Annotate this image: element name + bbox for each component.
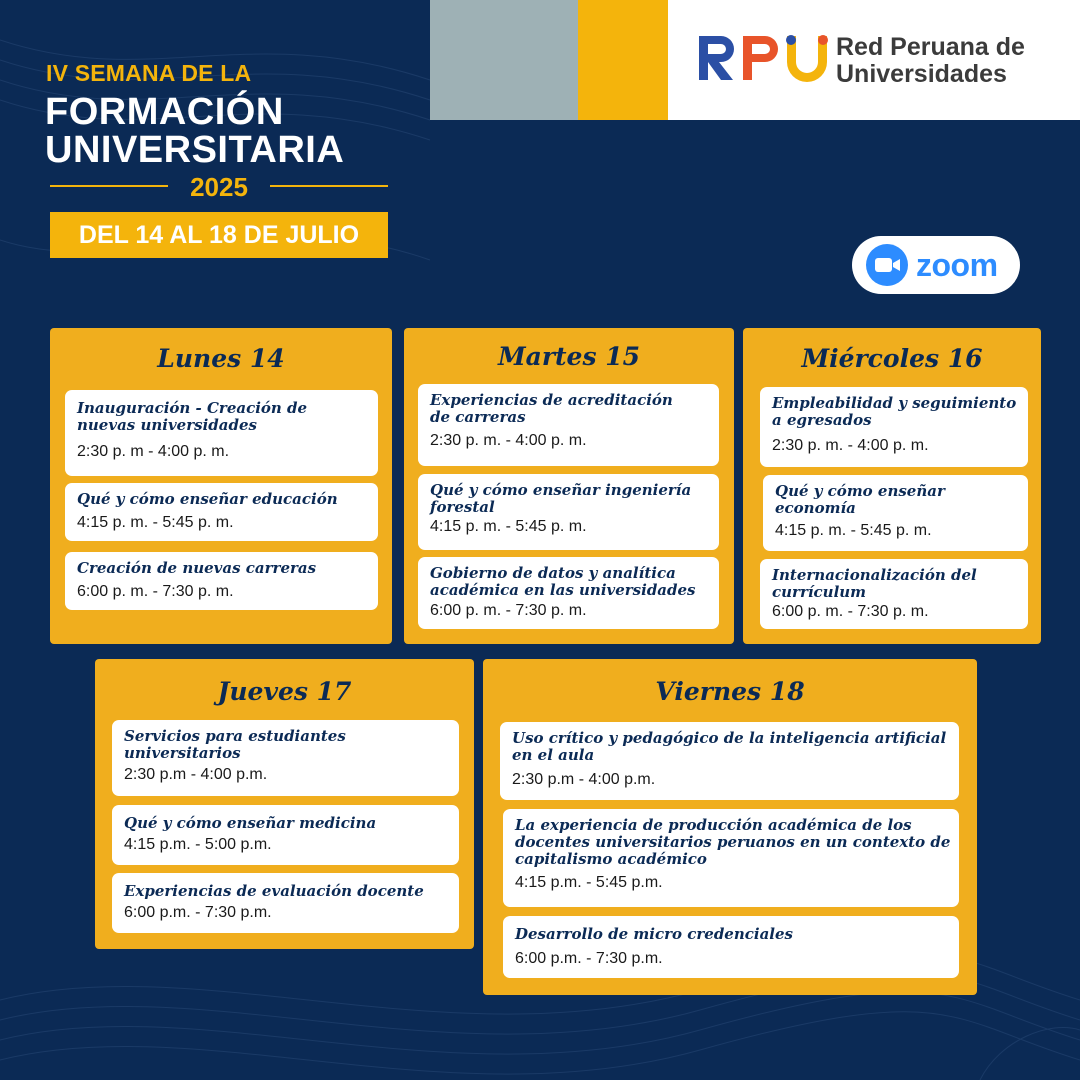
session-card <box>65 390 378 476</box>
session-title <box>512 730 949 764</box>
session-time: 6:00 p. m. - 7:30 p. m. <box>430 602 587 619</box>
day-title: Jueves 17 <box>217 677 352 706</box>
session-card <box>760 559 1028 629</box>
session-time: 6:00 p.m. - 7:30 p.m. <box>124 904 272 921</box>
event-title-line2: UNIVERSITARIA <box>45 129 345 171</box>
session-title-line: Qué y cómo enseñar ingeniería <box>430 481 692 499</box>
rpu-logo <box>695 32 829 84</box>
video-camera-icon <box>866 244 908 286</box>
session-title-line: Experiencias de acreditación <box>430 391 673 409</box>
event-kicker: IV SEMANA DE LA <box>46 60 252 86</box>
session-time: 4:15 p.m. - 5:45 p.m. <box>515 874 663 891</box>
session-time: 6:00 p. m. - 7:30 p. m. <box>77 583 234 600</box>
session-card <box>418 557 719 629</box>
day-title: Lunes 14 <box>157 344 285 373</box>
session-title-line: docentes universitarios peruanos en un contexto de <box>515 833 951 851</box>
event-dates-badge: DEL 14 AL 18 DE JULIO <box>50 212 388 258</box>
session-time: 2:30 p.m - 4:00 p.m. <box>512 771 656 788</box>
decor-yellow-block <box>578 0 668 120</box>
session-title-line: en el aula <box>512 746 595 764</box>
session-card <box>112 873 459 933</box>
session-title-line: Uso crítico y pedagógico de la inteligencia artificial <box>512 729 947 747</box>
session-title-line: Qué y cómo enseñar medicina <box>124 814 377 832</box>
year-row <box>50 172 388 202</box>
session-title <box>515 817 949 868</box>
event-title-line1: FORMACIÓN <box>45 91 284 133</box>
session-title <box>77 400 368 434</box>
session-title-line: nuevas universidades <box>77 416 257 434</box>
session-card <box>112 720 459 796</box>
session-title <box>124 883 449 900</box>
session-time: 4:15 p. m. - 5:45 p. m. <box>77 514 234 531</box>
day-title: Miércoles 16 <box>801 344 983 373</box>
session-time: 2:30 p. m. - 4:00 p. m. <box>772 437 929 454</box>
day-card-lunes <box>50 328 392 644</box>
session-card <box>503 809 959 907</box>
session-card <box>760 387 1028 467</box>
session-title <box>430 392 709 426</box>
session-time: 4:15 p.m. - 5:00 p.m. <box>124 836 272 853</box>
session-title-line: forestal <box>430 498 495 516</box>
session-title-line: Qué y cómo enseñar <box>775 482 945 500</box>
session-title-line: Inauguración - Creación de <box>77 399 308 417</box>
session-title <box>515 926 949 943</box>
session-title-line: Gobierno de datos y analítica <box>430 564 676 582</box>
session-card <box>503 916 959 978</box>
session-title <box>77 560 368 577</box>
session-title <box>77 491 368 508</box>
event-title <box>45 93 344 169</box>
session-title-line: capitalismo académico <box>515 850 707 868</box>
session-time: 4:15 p. m. - 5:45 p. m. <box>430 518 587 535</box>
session-title-line: de carreras <box>430 408 526 426</box>
day-title: Martes 15 <box>497 342 641 371</box>
session-time: 4:15 p. m. - 5:45 p. m. <box>775 522 932 539</box>
year-divider-right <box>270 185 388 187</box>
day-card-miercoles <box>743 328 1041 644</box>
session-title <box>124 815 449 832</box>
session-title <box>772 395 1018 429</box>
zoom-badge <box>852 236 1020 294</box>
day-card-jueves <box>95 659 474 949</box>
day-card-viernes <box>483 659 977 995</box>
session-title-line: Internacionalización del <box>772 566 977 584</box>
session-title-line: Desarrollo de micro credenciales <box>515 925 793 943</box>
session-title <box>124 728 449 762</box>
day-card-martes <box>404 328 734 644</box>
session-time: 2:30 p. m. - 4:00 p. m. <box>430 432 587 449</box>
session-card <box>418 384 719 466</box>
session-title-line: universitarios <box>124 744 241 762</box>
session-card <box>65 552 378 610</box>
session-title <box>772 567 1018 601</box>
session-card <box>65 483 378 541</box>
session-card <box>112 805 459 865</box>
session-title-line: economía <box>775 499 856 517</box>
session-title-line: a egresados <box>772 411 872 429</box>
organization-name <box>836 34 1066 88</box>
organization-name-line2: Universidades <box>836 60 1007 88</box>
session-title <box>430 482 709 516</box>
zoom-label: zoom <box>916 247 998 283</box>
session-title-line: currículum <box>772 583 867 601</box>
decor-gray-block <box>430 0 578 120</box>
session-title-line: La experiencia de producción académica de los <box>515 816 912 834</box>
session-time: 6:00 p.m. - 7:30 p.m. <box>515 950 663 967</box>
session-title-line: Creación de nuevas carreras <box>77 559 317 577</box>
session-title-line: Qué y cómo enseñar educación <box>77 490 338 508</box>
session-card <box>763 475 1028 551</box>
session-title <box>775 483 1018 517</box>
session-time: 2:30 p.m - 4:00 p.m. <box>124 766 268 783</box>
session-title-line: Empleabilidad y seguimiento <box>772 394 1017 412</box>
session-title-line: Experiencias de evaluación docente <box>124 882 424 900</box>
session-card <box>500 722 959 800</box>
session-title-line: académica en las universidades <box>430 581 696 599</box>
session-time: 6:00 p. m. - 7:30 p. m. <box>772 603 929 620</box>
organization-name-line1: Red Peruana de <box>836 33 1025 61</box>
session-time: 2:30 p. m - 4:00 p. m. <box>77 443 230 460</box>
session-card <box>418 474 719 550</box>
session-title <box>430 565 709 599</box>
event-year: 2025 <box>190 172 248 202</box>
day-title: Viernes 18 <box>655 677 805 706</box>
session-title-line: Servicios para estudiantes <box>124 727 346 745</box>
